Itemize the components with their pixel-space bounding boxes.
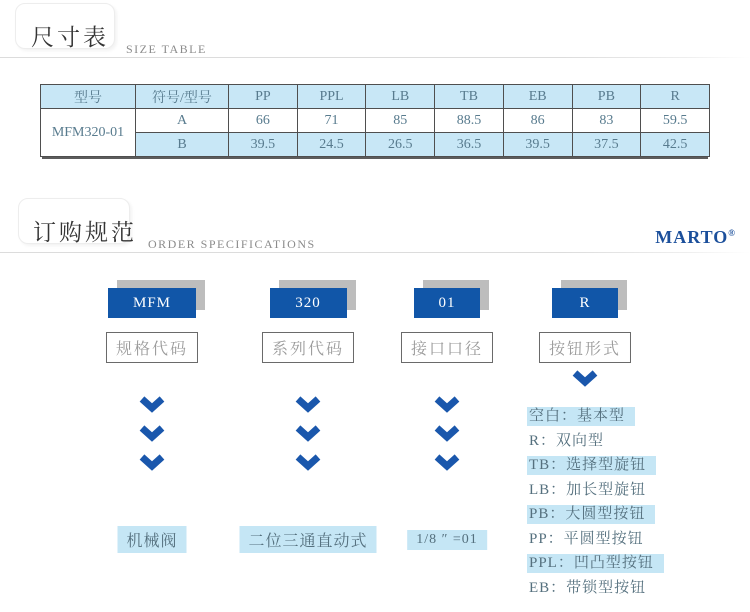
arrow-stack <box>372 396 522 483</box>
button-type-item: EB：带锁型按钮 <box>529 579 647 596</box>
down-chevron-icon <box>434 425 460 442</box>
size-table <box>40 84 710 157</box>
size-value-cell: 24.5 <box>297 133 366 157</box>
brand-logo <box>655 227 736 248</box>
size-value-cell: 26.5 <box>366 133 435 157</box>
column-header-pp: PP <box>229 85 298 109</box>
down-chevron-icon <box>139 396 165 413</box>
result-label-port-size: 1/8 ″ =01 <box>407 530 487 550</box>
order-spec-subtitle: ORDER SPECIFICATIONS <box>148 237 316 251</box>
down-chevron-icon <box>434 396 460 413</box>
column-header-tb: TB <box>435 85 504 109</box>
button-type-item: 空白：基本型 <box>527 404 664 429</box>
size-value-cell: 83 <box>572 109 641 133</box>
code-box-01: 01 <box>414 288 480 318</box>
symbol-cell: A <box>136 109 229 133</box>
down-chevron-icon <box>295 425 321 442</box>
model-cell: MFM320-01 <box>41 109 136 157</box>
arrow-stack <box>233 396 383 483</box>
code-box-mfm: MFM <box>108 288 196 318</box>
registered-mark-icon: ® <box>728 228 736 238</box>
column-header-r: R <box>641 85 710 109</box>
brand-name: MARTO <box>655 227 729 247</box>
order-spec-title: 订购规范 <box>33 220 137 245</box>
size-value-cell: 85 <box>366 109 435 133</box>
button-type-item: PPL：凹凸型按钮 <box>527 551 664 576</box>
size-value-cell: 71 <box>297 109 366 133</box>
code-column-mfm <box>77 280 227 612</box>
label-box-port-size: 接口口径 <box>401 332 493 363</box>
code-box-320: 320 <box>270 288 347 318</box>
button-type-item: TB：选择型旋钮 <box>527 453 664 478</box>
column-header-eb: EB <box>503 85 572 109</box>
size-table-subtitle: SIZE TABLE <box>126 42 207 56</box>
button-type-item: LB：加长型旋钮 <box>529 481 647 498</box>
result-label-mechanical-valve: 机械阀 <box>117 526 186 553</box>
size-value-cell: 86 <box>503 109 572 133</box>
code-box-r: R <box>552 288 618 318</box>
size-value-cell: 39.5 <box>229 133 298 157</box>
column-header-symbol: 符号/型号 <box>136 85 229 109</box>
down-chevron-icon <box>139 425 165 442</box>
size-value-cell: 66 <box>229 109 298 133</box>
section-divider <box>0 57 750 58</box>
code-column-320 <box>233 280 383 612</box>
down-chevron-icon <box>434 454 460 471</box>
down-chevron-icon <box>295 454 321 471</box>
size-value-cell: 88.5 <box>435 109 504 133</box>
down-chevron-icon <box>572 370 598 387</box>
column-header-ppl: PPL <box>297 85 366 109</box>
symbol-cell: B <box>136 133 229 157</box>
down-chevron-icon <box>295 396 321 413</box>
size-table-title: 尺寸表 <box>31 25 109 50</box>
size-value-cell: 42.5 <box>641 133 710 157</box>
size-value-cell: 59.5 <box>641 109 710 133</box>
arrow-stack <box>510 370 660 399</box>
button-type-item: R：双向型 <box>529 432 605 449</box>
section-divider <box>0 252 750 253</box>
size-table-header-row <box>41 85 710 109</box>
size-table-row-b <box>41 133 710 157</box>
down-chevron-icon <box>139 454 165 471</box>
size-value-cell: 36.5 <box>435 133 504 157</box>
label-box-spec-code: 规格代码 <box>106 332 198 363</box>
arrow-stack <box>77 396 227 483</box>
code-column-01 <box>372 280 522 612</box>
button-type-item: PB：大圆型按钮 <box>527 502 664 527</box>
label-box-button-type: 按钮形式 <box>539 332 631 363</box>
size-table-row-a <box>41 109 710 133</box>
column-header-pb: PB <box>572 85 641 109</box>
size-value-cell: 37.5 <box>572 133 641 157</box>
size-value-cell: 39.5 <box>503 133 572 157</box>
column-header-model: 型号 <box>41 85 136 109</box>
button-type-item: PP：平圆型按钮 <box>529 530 644 547</box>
result-label-valve-type: 二位三通直动式 <box>239 526 376 553</box>
label-box-series-code: 系列代码 <box>262 332 354 363</box>
column-header-lb: LB <box>366 85 435 109</box>
button-type-list <box>527 404 664 600</box>
